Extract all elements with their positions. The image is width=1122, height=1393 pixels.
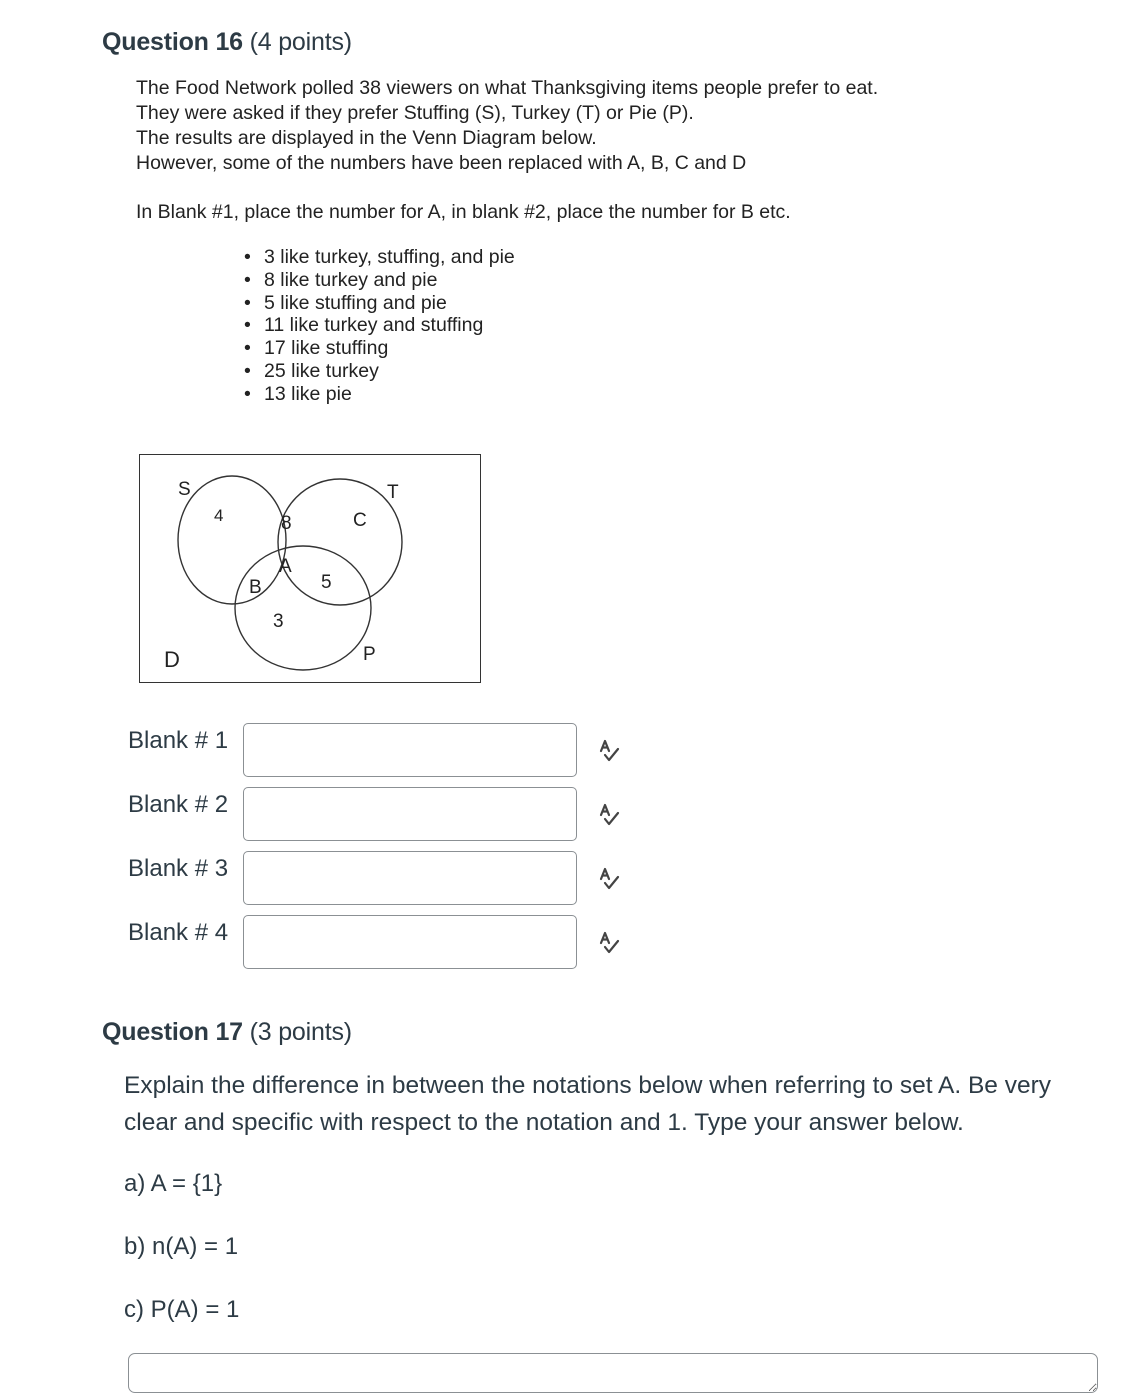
question-16-header <box>102 28 352 57</box>
question-17-points: (3 points) <box>249 1018 352 1046</box>
question-16-prompt <box>136 76 878 225</box>
region-s-only: 4 <box>214 506 224 525</box>
notation-item-b: b) n(A) = 1 <box>124 1233 239 1260</box>
blank-2-input[interactable] <box>243 787 577 841</box>
set-label-p: P <box>363 644 376 665</box>
spellcheck-icon[interactable] <box>596 865 624 893</box>
set-label-t: T <box>387 482 399 503</box>
fact-item: • 8 like turkey and pie <box>244 269 515 292</box>
blank-1-input[interactable] <box>243 723 577 777</box>
question-17-header <box>102 1018 352 1047</box>
blank-row-2 <box>128 787 648 843</box>
region-p-only: 3 <box>273 611 284 632</box>
fact-item: • 11 like turkey and stuffing <box>244 314 515 337</box>
notation-item-c: c) P(A) = 1 <box>124 1296 240 1323</box>
fact-item: • 25 like turkey <box>244 360 515 383</box>
blank-1-label: Blank # 1 <box>128 727 229 754</box>
question-16-points: (4 points) <box>249 28 352 56</box>
fact-item: • 5 like stuffing and pie <box>244 292 515 315</box>
spellcheck-icon[interactable] <box>596 801 624 829</box>
spacer <box>136 176 878 200</box>
set-label-s: S <box>178 479 191 500</box>
question-17-title: Question 17 <box>102 1018 243 1046</box>
prompt-line: They were asked if they prefer Stuffing (S), Turkey (T) or Pie (P). <box>136 102 694 124</box>
answer-textarea[interactable] <box>128 1353 1098 1393</box>
facts-list <box>244 246 515 406</box>
instruction: In Blank #1, place the number for A, in blank #2, place the number for B etc. <box>136 201 791 223</box>
region-s-t: 8 <box>281 513 292 534</box>
prompt-line: The results are displayed in the Venn Diagram below. <box>136 127 597 149</box>
circle-p <box>235 546 371 670</box>
fact-item: • 17 like stuffing <box>244 337 515 360</box>
notation-item-a: a) A = {1} <box>124 1170 223 1197</box>
region-s-p: B <box>249 577 262 598</box>
venn-diagram <box>139 454 481 683</box>
blank-3-input[interactable] <box>243 851 577 905</box>
blank-row-3 <box>128 851 648 907</box>
blank-4-label: Blank # 4 <box>128 919 229 946</box>
question-17-prompt: Explain the difference in between the notations below when referring to set A. Be very clear and specific with respect to the notation and 1. Type your answer below. <box>124 1072 1052 1136</box>
blank-4-input[interactable] <box>243 915 577 969</box>
blank-row-4 <box>128 915 648 971</box>
spellcheck-icon[interactable] <box>596 929 624 957</box>
blank-3-label: Blank # 3 <box>128 855 229 882</box>
fact-item: • 3 like turkey, stuffing, and pie <box>244 246 515 269</box>
region-t-p: 5 <box>321 572 332 593</box>
fact-item: • 13 like pie <box>244 383 515 406</box>
prompt-line: The Food Network polled 38 viewers on what Thanksgiving items people prefer to eat. <box>136 77 879 99</box>
blank-row-1 <box>128 723 648 779</box>
spellcheck-icon[interactable] <box>596 737 624 765</box>
question-16-title: Question 16 <box>102 28 243 56</box>
prompt-line: However, some of the numbers have been replaced with A, B, C and D <box>136 152 747 174</box>
venn-circles <box>140 455 482 684</box>
circle-t <box>278 479 402 605</box>
region-outside: D <box>164 647 180 672</box>
blank-2-label: Blank # 2 <box>128 791 229 818</box>
circle-s <box>178 476 286 604</box>
region-t-only: C <box>353 510 367 531</box>
region-s-t-p: A <box>279 556 292 577</box>
